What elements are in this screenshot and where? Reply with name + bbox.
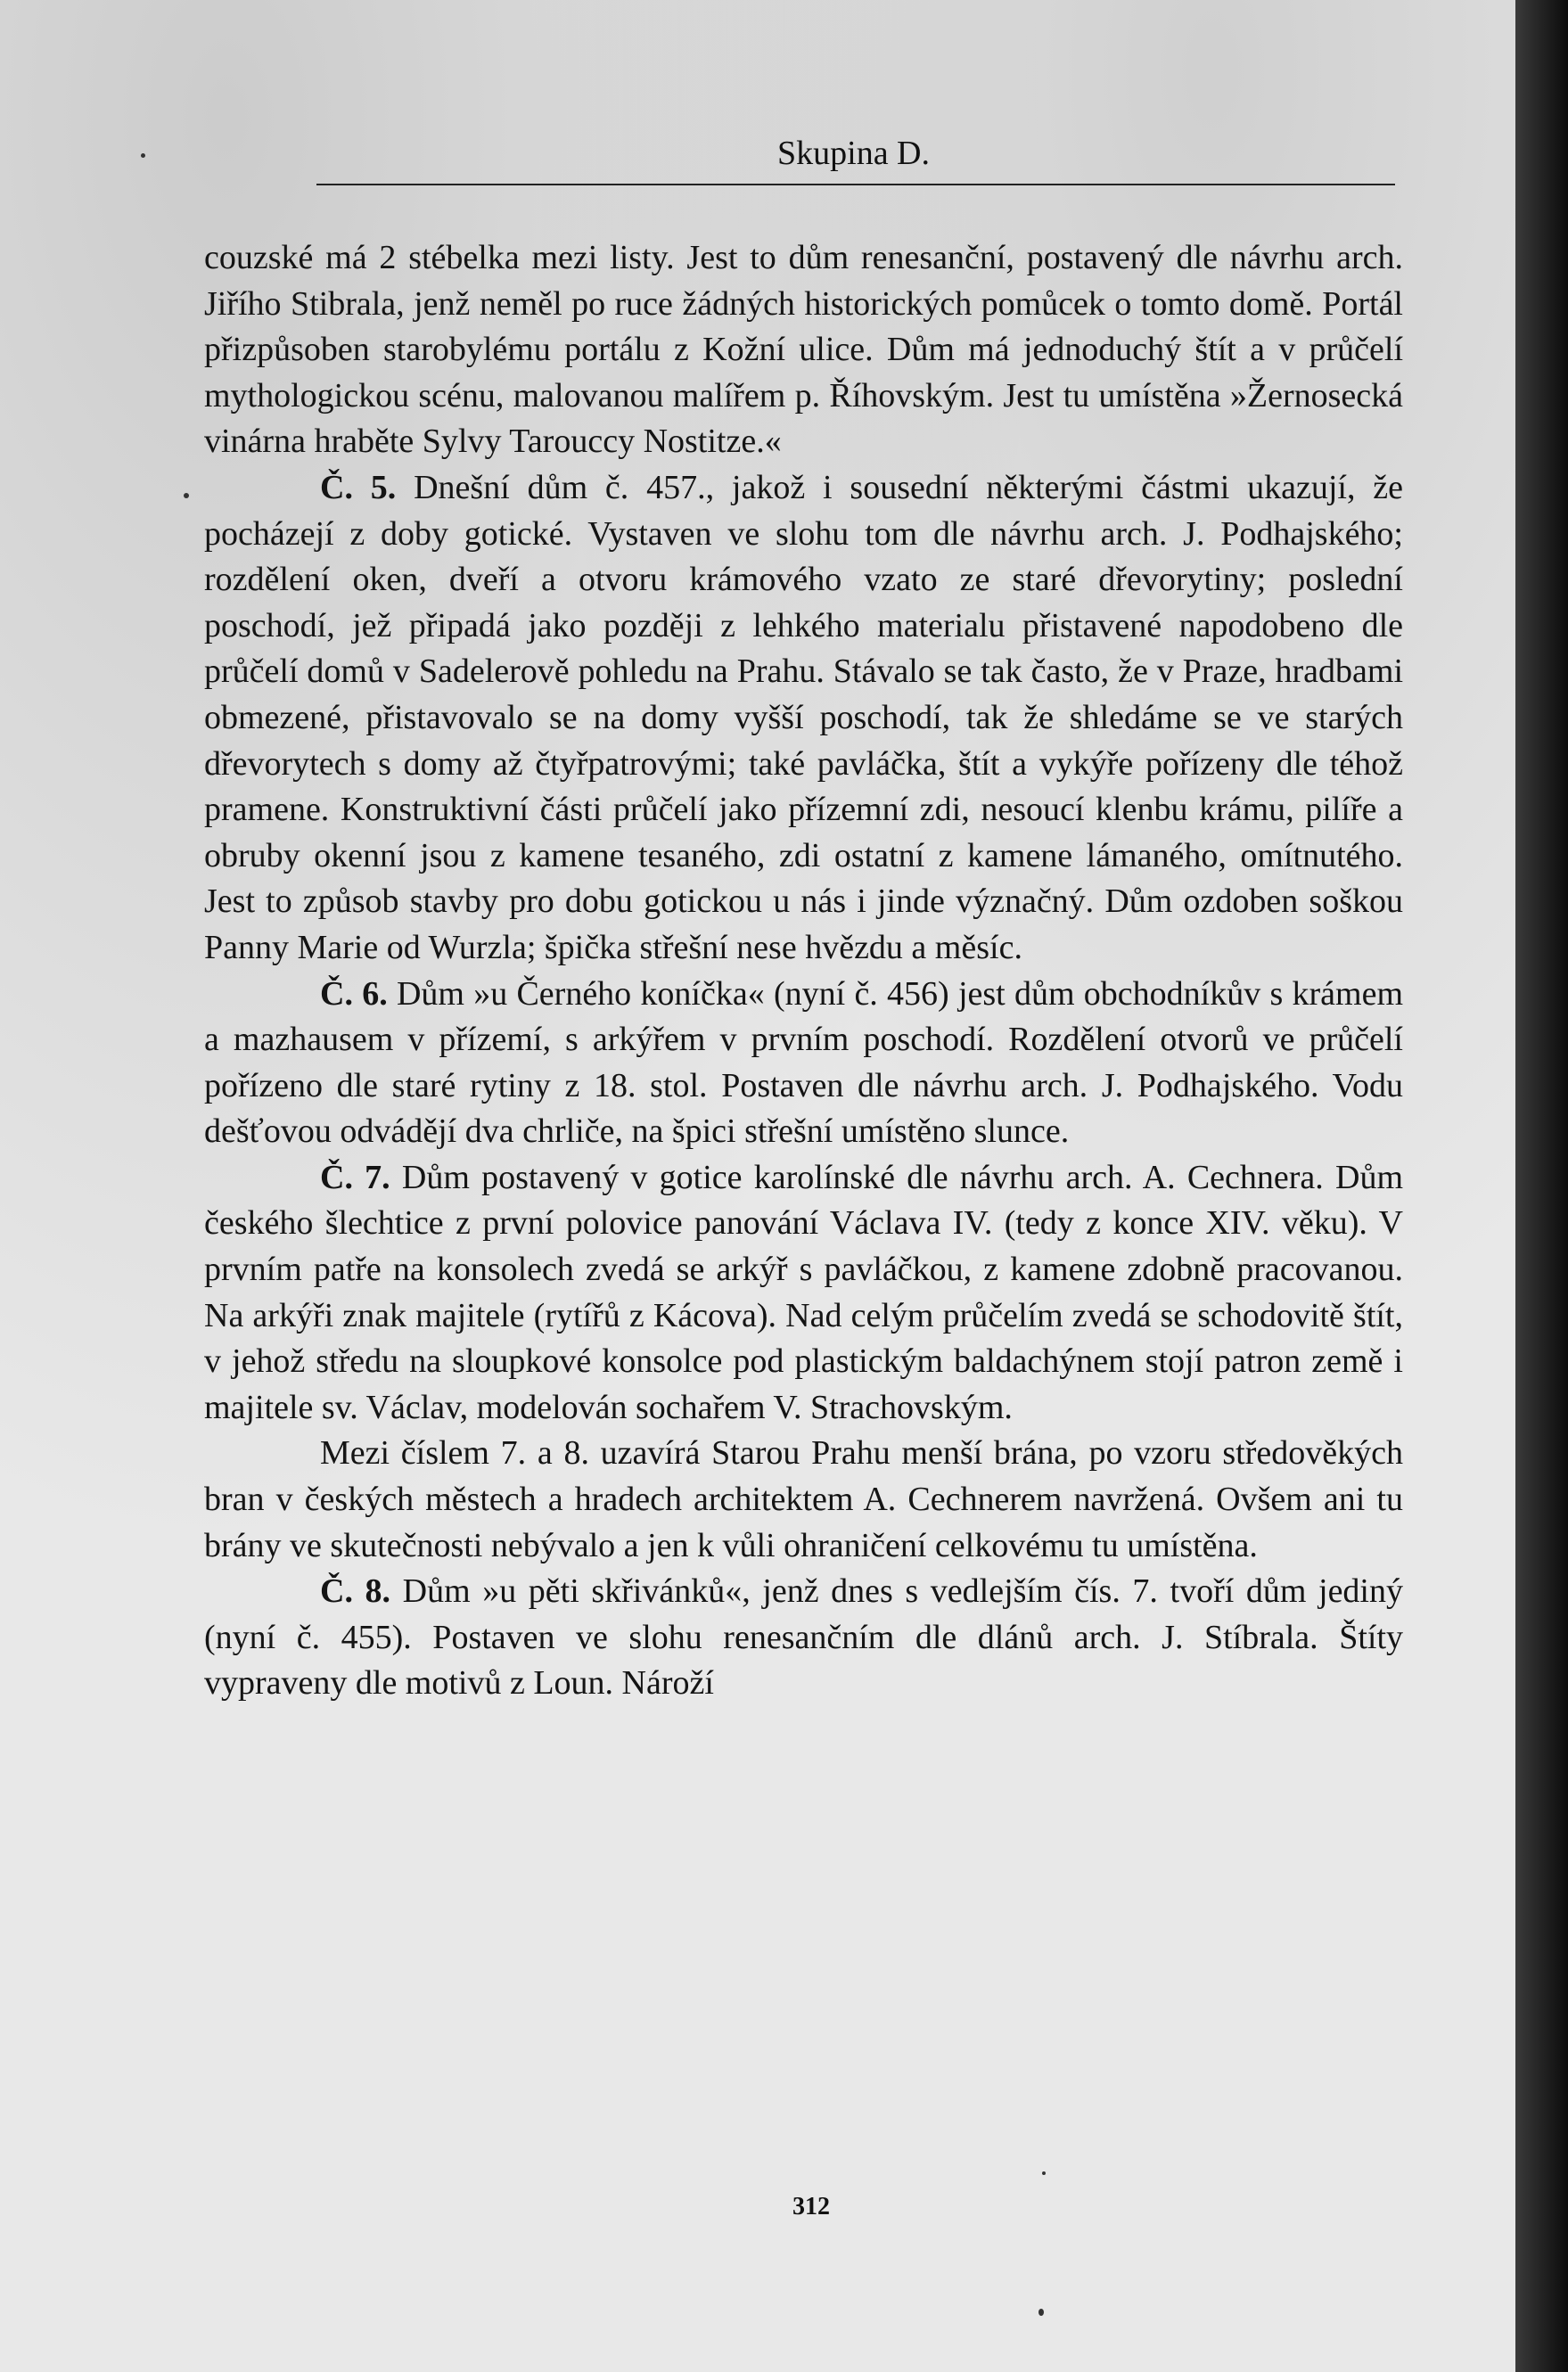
ink-speck bbox=[184, 493, 189, 498]
item-number: Č. 6. bbox=[320, 974, 388, 1013]
item-number: Č. 8. bbox=[320, 1572, 391, 1611]
header-rule bbox=[316, 184, 1395, 185]
paragraph-text: Dnešní dům č. 457., jakož i sousední některými částmi ukazují, že pocházejí z doby gotické. Vystaven ve slohu tom dle návrhu arch. J. Podhajského; rozdělení oken, dveří a otvoru krámového vzato ze staré dřevorytiny; poslední poschodí, jež připadá jako později z lehkého materialu přistavené napodobeno dle průčelí domů v Sadelerově pohledu na Prahu. Stávalo se tak často, že v Praze, hradbami obmezené, přistavovalo se na domy vyšší poschodí, tak že shledáme se ve starých dřevorytech s domy až čtyřpatrovými; také pavláčka, štít a vykýře pořízeny dle téhož pramene. Konstruktivní části průčelí jako přízemní zdi, nesoucí klenbu krámu, pilíře a obruby okenní jsou z kamene tesaného, zdi ostatní z kamene lámaného, omítnutého. Jest to způsob stavby pro dobu gotickou u nás i jinde význačný. Dům ozdoben soškou Panny Marie od Wurzla; špička střešní nese hvězdu a měsíc. bbox=[204, 468, 1404, 966]
paragraph-continuation bbox=[204, 235, 1403, 465]
page-number: 312 bbox=[792, 2193, 830, 2220]
paragraph-text: Dům »u pěti skřivánků«, jenž dnes s vedlejším čís. 7. tvoří dům jediný (nyní č. 455). Postaven ve slohu renesančním dle dlánů arch. J. Stíbrala. Štíty vypraveny dle motivů z Loun. Nároží bbox=[204, 1572, 1403, 1703]
paragraph-text: couzské má 2 stébelka mezi listy. Jest to dům renesanční, postavený dle návrhu arch. Jiřího Stibrala, jenž neměl po ruce žádných historických pomůcek o tomto domě. Portál přizpůsoben starobylému portálu z Kožní ulice. Dům má jednoduchý štít a v průčelí mythologickou scénu, malovanou malířem p. Říhovským. Jest tu umístěna »Žernosecká vinárna hraběte Sylvy Tarouccy Nostitze.« bbox=[204, 239, 1403, 461]
ink-speck bbox=[1038, 2309, 1044, 2316]
paragraph-text: Dům »u Černého koníčka« (nyní č. 456) jest dům obchodníkův s krámem a mazhausem v přízemí, s arkýřem v prvním poschodí. Rozdělení otvorů ve průčelí pořízeno dle staré rytiny z 18. stol. Postaven dle návrhu arch. J. Podhajského. Vodu dešťovou odvádějí dva chrliče, na špici střešní umístěno slunce. bbox=[204, 974, 1403, 1151]
item-number: Č. 7. bbox=[320, 1158, 390, 1196]
paragraph-c5 bbox=[204, 465, 1403, 972]
paragraph-gate bbox=[204, 1431, 1403, 1569]
paragraph-c6 bbox=[204, 972, 1403, 1155]
ink-speck bbox=[141, 153, 145, 158]
paragraph-text: Mezi číslem 7. a 8. uzavírá Starou Prahu menší brána, po vzoru středověkých bran v českých městech a hradech architektem A. Cechnerem navržená. Ovšem ani tu brány ve skutečnosti nebývalo a jen k vůli ohraničení celkovému tu umístěna. bbox=[204, 1434, 1403, 1564]
paragraph-text: Dům postavený v gotice karolínské dle návrhu arch. A. Cechnera. Dům českého šlechtice z první polovice panování Václava IV. (tedy z konce XIV. věku). V prvním patře na konsolech zvedá se arkýř s pavláčkou, z kamene zdobně pracovanou. Na arkýři znak majitele (rytířů z Kácova). Nad celým průčelím zvedá se schodovitě štít, v jehož středu na sloupkové konsolce pod plastickým baldachýnem stojí patron země i majitele sv. Václav, modelován sochařem V. Strachovským. bbox=[204, 1158, 1404, 1426]
running-header: Skupina D. bbox=[777, 135, 930, 172]
item-number: Č. 5. bbox=[320, 468, 397, 506]
paragraph-c8 bbox=[204, 1569, 1403, 1707]
scan-edge bbox=[1515, 0, 1568, 2372]
body-text bbox=[204, 235, 1403, 1707]
paragraph-c7 bbox=[204, 1155, 1403, 1432]
ink-speck bbox=[1042, 2171, 1046, 2175]
